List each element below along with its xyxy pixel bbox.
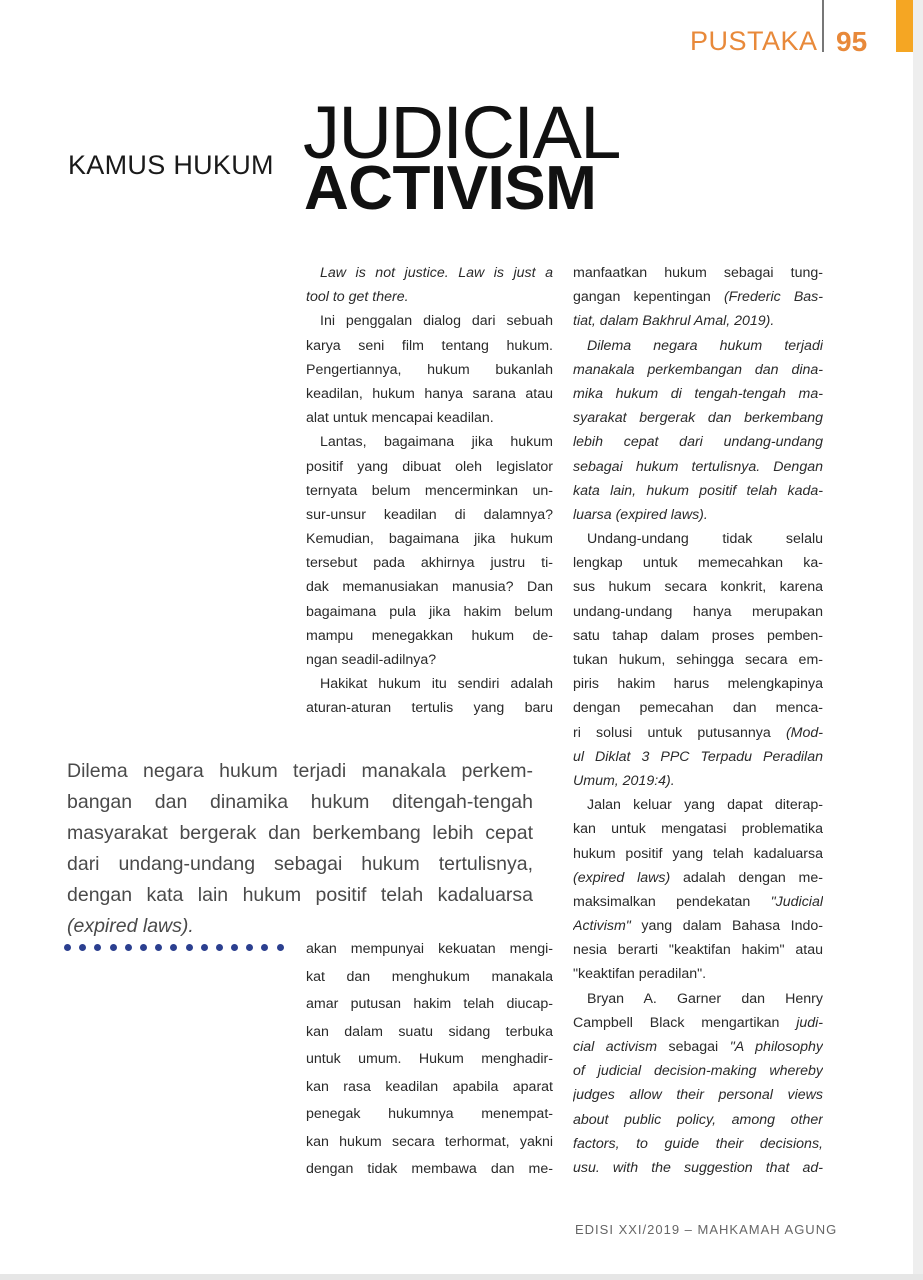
divider-dot <box>140 944 147 951</box>
text-segment: ri solusi untuk putusannya <box>573 724 786 741</box>
italic-text: Umum, 2019:4). <box>573 772 675 789</box>
text-line: tersebut pada akhirnya justru ti- <box>306 555 553 572</box>
text-line: Hakikat hukum itu sendiri adalah <box>320 676 553 693</box>
text-line <box>306 261 553 285</box>
text-line <box>67 880 533 911</box>
divider-dot <box>216 944 223 951</box>
text-line <box>306 285 553 309</box>
text-segment: dari undang-undang sebagai hukum tertulisnya, <box>67 853 533 875</box>
text-line: "keaktifan peradilan". <box>573 966 707 983</box>
pull-quote <box>67 756 533 942</box>
text-line <box>67 756 533 787</box>
text-line <box>573 382 823 406</box>
text-line: Lantas, bagaimana jika hukum <box>320 434 553 451</box>
divider-dot <box>125 944 132 951</box>
italic-text: judi- <box>796 1014 823 1031</box>
text-line <box>67 911 533 942</box>
text-line: tukan hukum, sehingga secara em- <box>573 652 823 668</box>
italic-text: Law is not justice. Law is just a <box>320 265 553 281</box>
italic-text: Dilema negara hukum terjadi <box>587 337 823 354</box>
text-line <box>573 1059 823 1083</box>
page-edge-bottom <box>0 1274 923 1280</box>
accent-bar <box>896 0 913 52</box>
text-line: satu tahap dalam proses pemben- <box>573 627 823 644</box>
dotted-divider <box>64 944 284 951</box>
text-line: Undang-undang tidak selalu <box>587 531 823 548</box>
article-column-2 <box>573 261 823 1180</box>
page-edge-right <box>913 0 923 1280</box>
italic-text: judges allow their personal views <box>573 1087 823 1104</box>
text-line: akan mempunyai kekuatan mengi- <box>306 941 553 957</box>
footer-edition: EDISI XXI/2019 – MAHKAMAH AGUNG <box>575 1222 838 1237</box>
divider-dot <box>64 944 71 951</box>
text-line: bagaimana pula jika hakim belum <box>306 603 553 620</box>
title-line-2: ACTIVISM <box>304 154 597 223</box>
text-segment: yang dalam Bahasa Indo- <box>630 918 823 935</box>
text-line: sur-unsur keadilan di dalamnya? <box>306 506 553 523</box>
header-divider <box>822 0 824 52</box>
page-number: 95 <box>836 26 868 57</box>
divider-dot <box>231 944 238 951</box>
italic-text: (Frederic Bas- <box>723 289 823 306</box>
text-line <box>573 890 823 914</box>
text-line: Pengertiannya, hukum bukanlah <box>306 361 553 378</box>
text-line <box>573 914 823 938</box>
text-line <box>573 334 823 358</box>
divider-dot <box>186 944 193 951</box>
text-line <box>573 358 823 382</box>
text-line <box>573 503 823 527</box>
italic-text: sebagai hukum tertulisnya. Dengan <box>573 458 823 475</box>
text-line: positif yang dibuat oleh legislator <box>306 458 553 475</box>
text-line <box>573 406 823 430</box>
italic-text: ul Diklat 3 PPC Terpadu Peradilan <box>573 748 823 765</box>
italic-text: factors, to guide their decisions, <box>573 1135 823 1152</box>
text-line: kan dalam suatu sidang terbuka <box>306 1023 553 1040</box>
text-line: aturan-aturan tertulis yang baru <box>306 700 553 717</box>
text-line <box>67 849 533 880</box>
text-segment: bangan dan dinamika hukum ditengah-tengah <box>67 791 533 813</box>
divider-dot <box>155 944 162 951</box>
text-line <box>573 455 823 479</box>
italic-text: cial activism <box>573 1039 658 1055</box>
text-line <box>573 1108 823 1132</box>
text-line: hukum positif yang telah kadaluarsa <box>573 845 823 862</box>
text-line <box>573 285 823 309</box>
italic-text: manakala perkembangan dan dina- <box>573 361 823 378</box>
text-line <box>573 430 823 454</box>
section-label: PUSTAKA <box>690 26 818 56</box>
text-line: mampu menegakkan hukum de- <box>306 627 553 644</box>
divider-dot <box>94 944 101 951</box>
italic-text: (Mod- <box>785 724 823 741</box>
italic-text: (expired laws). <box>67 915 194 937</box>
text-line: dengan pemecahan dan menca- <box>573 700 823 717</box>
text-line: penegak hukumnya menempat- <box>306 1106 553 1122</box>
column-kicker: KAMUS HUKUM <box>68 150 274 180</box>
text-line <box>573 721 823 745</box>
text-line: alat untuk mencapai keadilan. <box>306 410 494 427</box>
italic-text: mika hukum di tengah-tengah ma- <box>573 385 823 402</box>
text-line: manfaatkan hukum sebagai tung- <box>573 265 823 281</box>
divider-dot <box>79 944 86 951</box>
divider-dot <box>277 944 284 951</box>
text-line <box>573 1132 823 1156</box>
text-line: ngan seadil-adilnya? <box>306 652 437 668</box>
text-segment: maksimalkan pendekatan <box>573 893 771 910</box>
text-segment: masyarakat bergerak dan berkembang lebih cepat <box>67 822 533 844</box>
text-line <box>573 745 823 769</box>
text-segment: dengan kata lain hukum positif telah kadaluarsa <box>67 884 533 906</box>
italic-text: syarakat bergerak dan berkembang <box>573 410 823 427</box>
italic-text: of judicial decision-making whereby <box>573 1063 823 1080</box>
italic-text: tiat, dalam Bakhrul Amal, 2019). <box>573 313 775 330</box>
divider-dot <box>110 944 117 951</box>
text-line <box>573 1083 823 1107</box>
text-line: Ini penggalan dialog dari sebuah <box>320 313 553 330</box>
text-line: kan hukum secara terhormat, yakni <box>306 1133 553 1150</box>
text-line: Bryan A. Garner dan Henry <box>587 990 823 1007</box>
text-line: undang-undang hanya merupakan <box>573 603 823 620</box>
text-line <box>573 309 823 333</box>
text-line: keadilan, hukum hanya sarana atau <box>306 385 553 402</box>
article-column-1-bottom <box>306 936 553 1184</box>
divider-dot <box>170 944 177 951</box>
text-segment: Dilema negara hukum terjadi manakala perkem- <box>67 760 533 782</box>
text-line: dak memanusiakan manusia? Dan <box>306 579 553 596</box>
article-column-1-top <box>306 261 553 721</box>
text-line: amar putusan hakim telah diucap- <box>306 996 553 1012</box>
text-line: kat dan menghukum manakala <box>306 968 553 985</box>
title-line-1: JUDICIAL <box>303 91 620 174</box>
text-line: nesia berarti "keaktifan hakim" atau <box>573 942 823 959</box>
italic-text: kata lain, hukum positif telah kada- <box>573 482 823 499</box>
italic-text: "A philosophy <box>729 1039 823 1055</box>
text-line: lengkap untuk memecahkan ka- <box>573 555 823 572</box>
text-line: piris hakim harus melengkapinya <box>573 676 823 693</box>
text-line: ternyata belum mencerminkan un- <box>306 482 553 499</box>
text-line <box>573 1011 823 1035</box>
divider-dot <box>201 944 208 951</box>
text-line: dengan tidak membawa dan me- <box>306 1161 553 1177</box>
italic-text: "Judicial <box>770 893 823 910</box>
text-line: sus hukum secara konkrit, karena <box>573 579 823 596</box>
italic-text: (expired laws) <box>573 869 671 886</box>
italic-text: usu. with the suggestion that ad- <box>573 1159 823 1176</box>
divider-dot <box>246 944 253 951</box>
text-line <box>573 1156 823 1180</box>
text-segment: adalah dengan me- <box>670 869 823 886</box>
italic-text: Activism" <box>573 918 631 935</box>
text-line <box>573 479 823 503</box>
text-line: untuk umum. Hukum menghadir- <box>306 1051 553 1067</box>
text-segment: gangan kepentingan <box>573 289 724 306</box>
italic-text: about public policy, among other <box>573 1111 823 1128</box>
text-line <box>573 866 823 890</box>
text-line: kan untuk mengatasi problematika <box>573 821 823 838</box>
text-line: Jalan keluar yang dapat diterap- <box>587 797 823 814</box>
text-line: karya seni film tentang hukum. <box>306 337 553 354</box>
text-line: Kemudian, bagaimana jika hukum <box>306 531 553 548</box>
italic-text: lebih cepat dari undang-undang <box>573 434 823 451</box>
italic-text: tool to get there. <box>306 289 409 306</box>
text-line <box>573 769 823 793</box>
divider-dot <box>261 944 268 951</box>
italic-text: luarsa (expired laws). <box>573 506 708 523</box>
text-line: kan rasa keadilan apabila aparat <box>306 1078 553 1095</box>
text-segment: sebagai <box>657 1039 730 1055</box>
text-segment: Campbell Black mengartikan <box>573 1014 797 1031</box>
text-line <box>67 818 533 849</box>
text-line <box>67 787 533 818</box>
text-line <box>573 1035 823 1059</box>
